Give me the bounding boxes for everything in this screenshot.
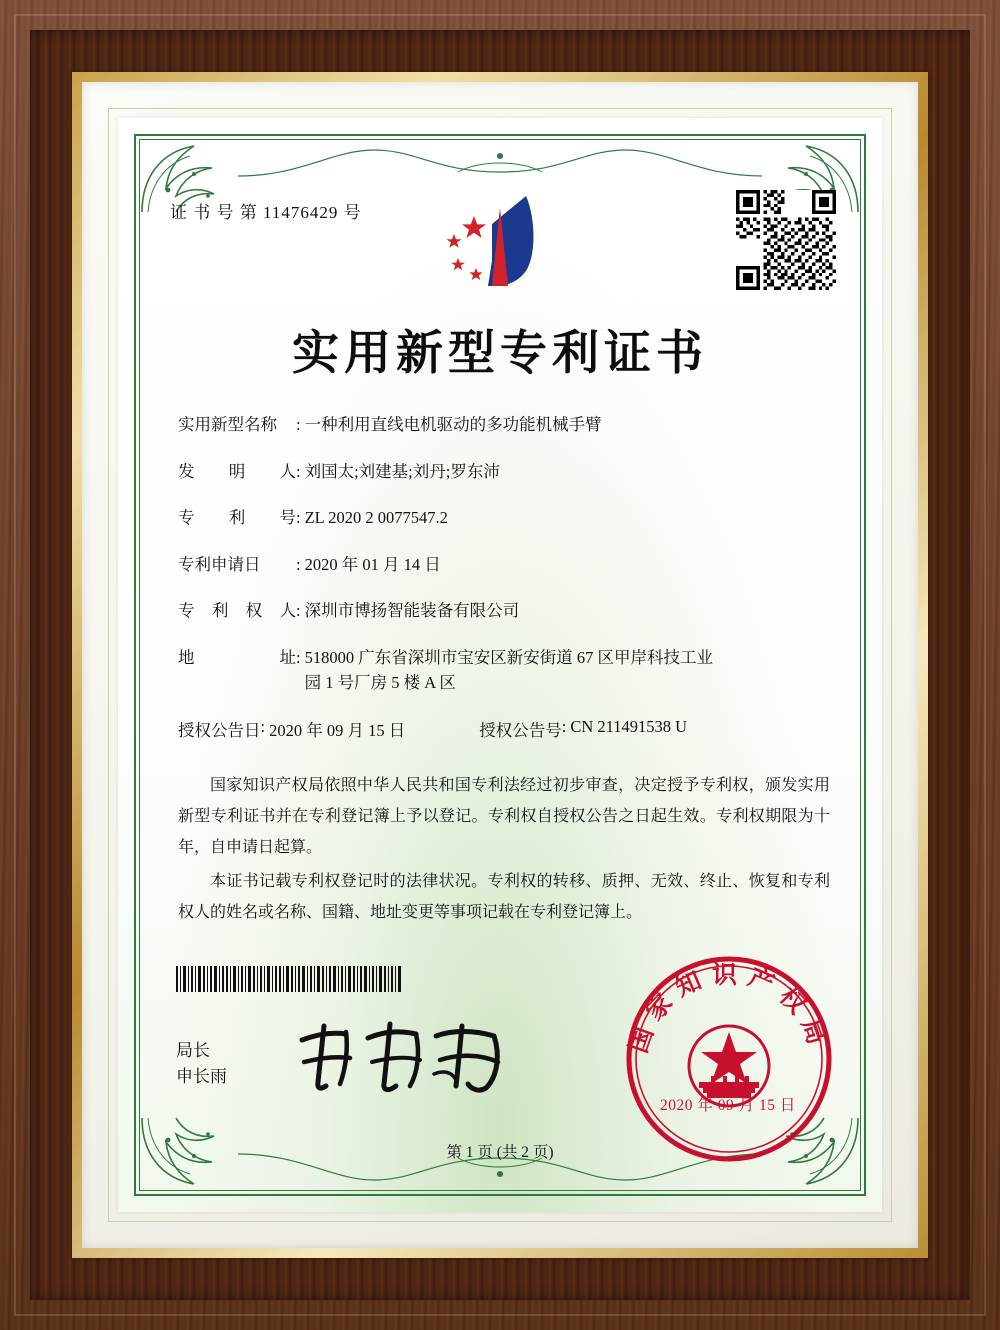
barcode xyxy=(176,966,404,992)
field-label-char: 利 xyxy=(228,508,246,528)
field-value: CN 211491538 U xyxy=(570,716,688,736)
certificate-fields xyxy=(178,412,830,747)
field-label xyxy=(178,598,296,624)
page-footer: 第 1 页 (共 2 页) xyxy=(446,1144,554,1161)
field-label-char: 人 xyxy=(279,461,296,481)
seal-date: 2020 年 09 月 15 日 xyxy=(660,1097,796,1114)
legal-paragraph: 本证书记载专利权登记时的法律状况。专利权的转移、质押、无效、终止、恢复和专利权人的姓名或名称、国籍、地址变更等事项记载在专利登记簿上。 xyxy=(178,872,830,921)
field-label xyxy=(178,505,296,531)
field-value: 2020 年 09 月 15 日 xyxy=(269,720,406,740)
field-colon: : xyxy=(296,647,301,667)
field-value: 518000 广东省深圳市宝安区新安街道 67 区甲岸科技工业 xyxy=(304,647,713,667)
field-label xyxy=(178,645,296,671)
field-label-char: 专 xyxy=(178,601,195,621)
field-utility-model-name xyxy=(178,412,830,438)
field-label-char: 专 xyxy=(178,508,195,528)
field-label: 授权公告号 xyxy=(479,720,562,740)
field-value: ZL 2020 2 0077547.2 xyxy=(304,508,448,528)
field-colon: : xyxy=(296,554,301,574)
field-colon: : xyxy=(296,415,301,434)
field-colon: : xyxy=(296,461,301,481)
signature-block xyxy=(176,1038,227,1089)
signature-role-label: 局长 xyxy=(176,1041,210,1060)
field-label-char: 明 xyxy=(228,461,246,481)
field-inventors xyxy=(178,459,830,485)
ornament-edge-icon xyxy=(238,142,762,188)
field-label-char: 发 xyxy=(178,461,195,481)
certificate-number: 证 书 号 第 11476429 号 xyxy=(170,203,362,222)
field-label: 授权公告日 xyxy=(178,720,261,740)
svg-text:国家知识产权局: 国家知识产权局 xyxy=(625,962,833,1057)
field-grant-date xyxy=(178,717,405,741)
field-value-wrapper xyxy=(305,645,830,696)
cnipa-logo-icon xyxy=(430,190,570,294)
field-value: 刘国太;刘建基;刘丹;罗东沛 xyxy=(304,461,500,481)
patent-certificate-document xyxy=(118,118,882,1212)
field-patent-number xyxy=(178,505,830,531)
field-value: 深圳市博扬智能装备有限公司 xyxy=(304,601,520,621)
page-title: 实用新型专利证书 xyxy=(292,326,708,381)
field-label xyxy=(178,459,296,485)
field-label: 实用新型名称 xyxy=(178,415,277,434)
field-colon: : xyxy=(561,716,567,736)
field-label: 专利申请日 xyxy=(178,554,261,574)
official-seal-icon xyxy=(624,954,834,1164)
legal-text-block xyxy=(178,770,830,930)
signature-name: 申长雨 xyxy=(176,1066,227,1086)
field-grant-announcement-row xyxy=(178,717,830,741)
field-value: 一种利用直线电机驱动的多功能机械手臂 xyxy=(304,415,602,434)
field-colon: : xyxy=(296,601,301,621)
field-colon: : xyxy=(296,508,301,528)
field-value: 2020 年 01 月 14 日 xyxy=(304,554,441,574)
field-application-date xyxy=(178,552,830,578)
legal-paragraph: 国家知识产权局依照中华人民共和国专利法经过初步审查，决定授予专利权，颁发实用新型专利证书并在专利登记簿上予以登记。专利权自授权公告之日起生效。专利权期限为十年，自申请日起算。 xyxy=(178,777,830,857)
field-value-line2: 园 1 号厂房 5 楼 A 区 xyxy=(304,673,456,693)
field-label-char: 利 xyxy=(211,601,229,621)
field-colon: : xyxy=(260,716,266,736)
field-label-char: 址 xyxy=(279,647,296,667)
field-label-char: 号 xyxy=(279,508,296,528)
qr-code-icon xyxy=(736,190,836,290)
field-label-char: 地 xyxy=(178,647,195,667)
handwritten-signature-icon xyxy=(294,1018,514,1094)
field-grant-number xyxy=(479,717,687,741)
field-label-char: 人 xyxy=(279,601,296,621)
field-label-char: 权 xyxy=(245,601,263,621)
field-address xyxy=(178,645,830,696)
field-patentee xyxy=(178,598,830,624)
